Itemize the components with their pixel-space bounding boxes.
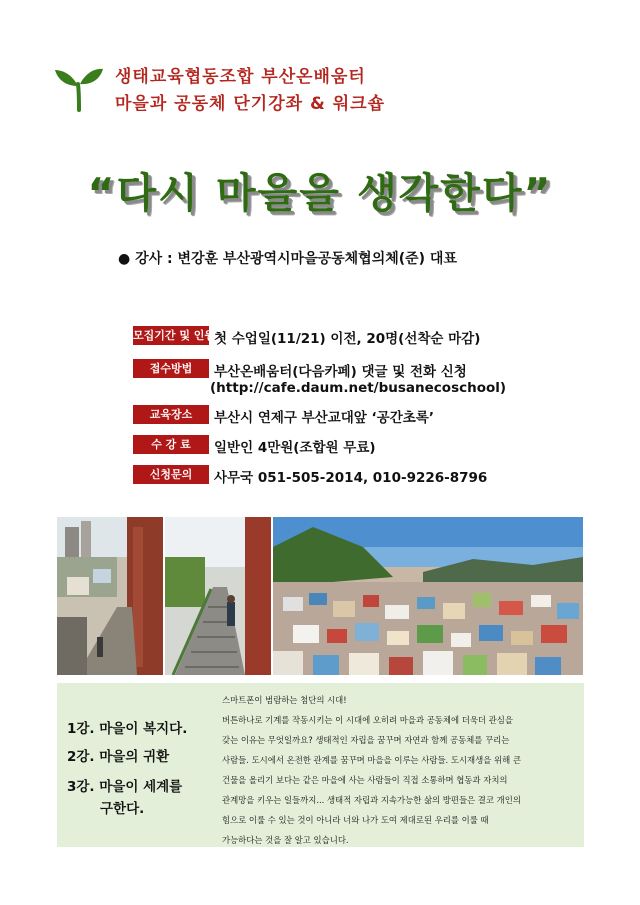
description-line: 건물을 올리기 보다는 같은 마을에 사는 사람들이 직접 소통하며 협동과 자치의: [222, 775, 508, 785]
recruit-value: 첫 수업일(11/21) 이전, 20명(선착순 마감): [214, 331, 481, 347]
photo-village-view: [273, 517, 583, 675]
description-text: [222, 690, 578, 850]
apply-value: 부산온배움터(다음카페) 댓글 및 전화 신청: [214, 364, 467, 380]
place-label: 교육장소: [133, 405, 209, 424]
description-line: 버튼하나로 기계를 작동시키는 이 시대에 오히려 마을과 공동체에 더욱더 관심을: [222, 715, 513, 725]
contact-value: 사무국 051-505-2014, 010-9226-8796: [214, 470, 488, 486]
place-value: 부산시 연제구 부산교대앞 ‘공간초록’: [214, 410, 434, 426]
lecture-3-continued: 구한다.: [100, 801, 145, 817]
description-line: 스마트폰이 범람하는 첨단의 시대!: [222, 695, 347, 705]
lecturer-line: ● 강사 : 변강훈 부산광역시마을공동체협의체(준) 대표: [118, 251, 457, 267]
page-title: “다시 마을을 생각한다”: [87, 169, 553, 217]
contact-label: 신청문의: [133, 465, 209, 484]
description-line: 관계망을 키우는 일들까지... 생태적 자립과 지속가능한 삶의 방편들은 결코 개인의: [222, 795, 521, 805]
apply-label: 접수방법: [133, 359, 209, 378]
description-line: 가능하다는 것을 잘 알고 있습니다.: [222, 835, 349, 845]
apply-url: (http://cafe.daum.net/busanecoschool): [210, 380, 507, 396]
fee-label: 수 강 료: [133, 435, 209, 454]
photo-alley: [57, 517, 163, 675]
description-line: 갖는 이유는 무엇일까요? 생태적인 자립을 꿈꾸며 자연과 함께 공동체를 꾸리는: [222, 735, 510, 745]
recruit-label: 모집기간 및 인원: [133, 326, 209, 345]
photo-stairs: [165, 517, 271, 675]
lecture-1: 1강. 마을이 복지다.: [67, 721, 188, 737]
description-line: 힘으로 이룰 수 있는 것이 아니라 너와 나가 도여 제대로된 우리를 이룰 때: [222, 815, 489, 825]
fee-value: 일반인 4만원(조합원 무료): [214, 440, 376, 456]
description-line: 사람들. 도시에서 온전한 관계를 꿈꾸며 마을을 이루는 사람들. 도시재생을 위해 큰: [222, 755, 521, 765]
organization-name: 생태교육협동조합 부산온배움터: [115, 67, 366, 87]
program-name: 마을과 공동체 단기강좌 & 워크숍: [115, 94, 385, 114]
lecture-2: 2강. 마을의 귀환: [67, 749, 170, 765]
sprout-icon: [54, 66, 104, 112]
lecture-3: 3강. 마을이 세계를: [67, 779, 183, 795]
